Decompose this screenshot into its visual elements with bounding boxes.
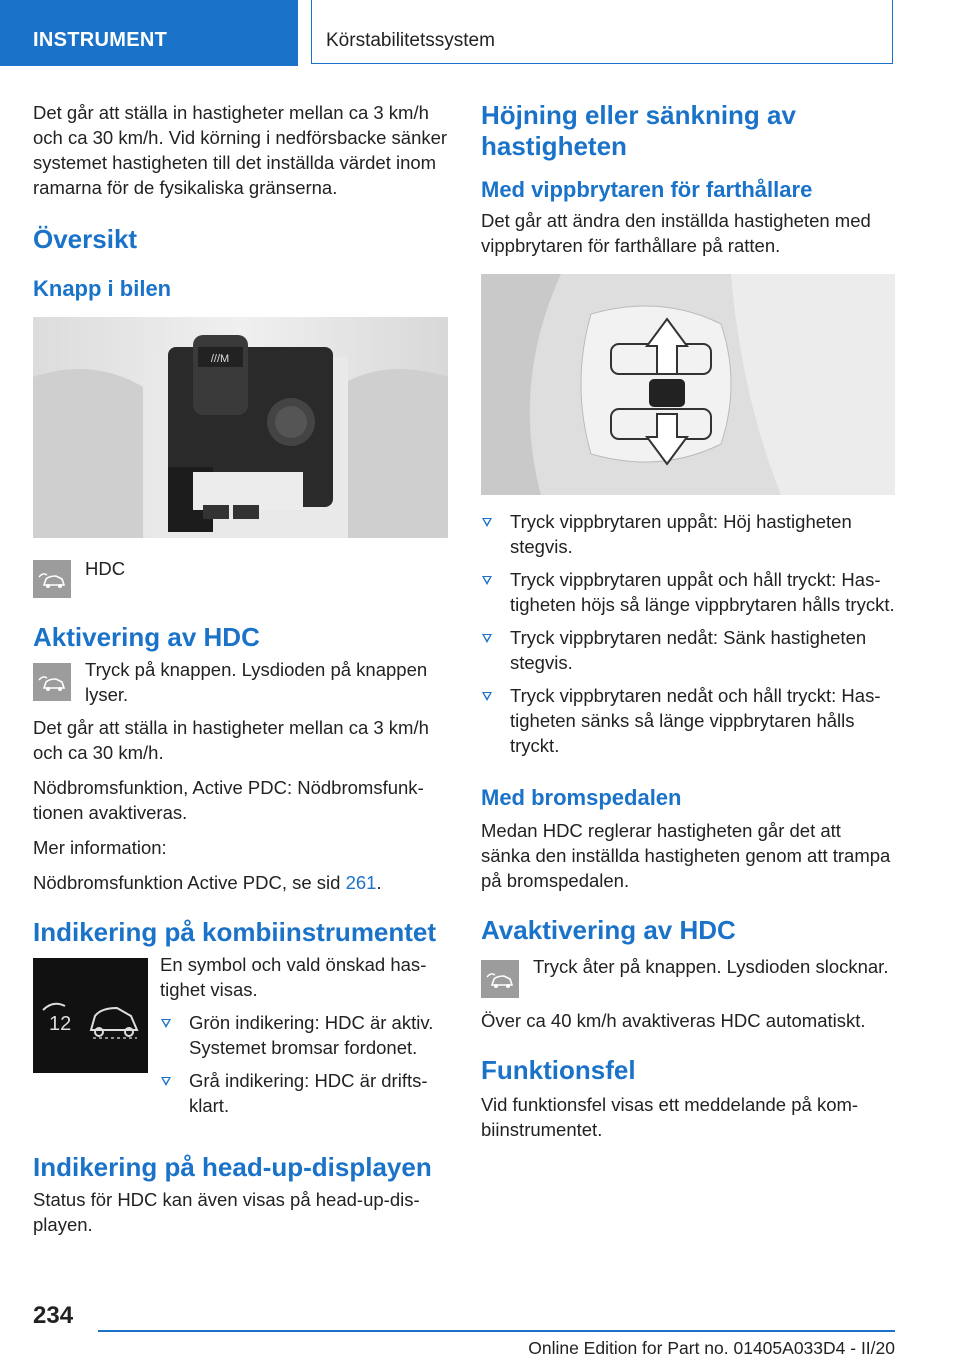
cluster-hdc-display bbox=[33, 958, 148, 1073]
kombi-bullets bbox=[160, 1010, 448, 1118]
heading-aktivering: Aktivering av HDC bbox=[33, 622, 260, 652]
footer-divider bbox=[98, 1330, 895, 1332]
hdc-caption: HDC bbox=[85, 558, 126, 579]
avakt-row bbox=[481, 954, 895, 998]
hdc-caption-row bbox=[33, 560, 448, 598]
kombi-text-block bbox=[160, 952, 448, 1126]
list-item: Tryck vippbrytaren uppåt: Höj hastigheten stegvis. bbox=[481, 509, 895, 559]
page-number: 234 bbox=[33, 1302, 74, 1329]
hdc-icon bbox=[33, 663, 71, 701]
triangle-bullet-icon bbox=[482, 576, 492, 585]
heading-head-up: Indikering på head-up-displayen bbox=[33, 1152, 432, 1182]
steering-wheel-photo bbox=[481, 274, 895, 495]
avakt-paragraph: Över ca 40 km/h avaktiveras HDC automatiskt. bbox=[481, 1010, 866, 1031]
heading-knapp-i-bilen: Knapp i bilen bbox=[33, 276, 172, 301]
svg-text:///M: ///M bbox=[210, 353, 230, 365]
kombi-block bbox=[33, 952, 448, 1126]
list-item: Grå indikering: HDC är driftsklart. bbox=[160, 1068, 448, 1118]
list-item: Grön indikering: HDC är aktiv. Systemet bromsar fordonet. bbox=[160, 1010, 448, 1060]
triangle-bullet-icon bbox=[482, 692, 492, 701]
heading-hojning: Höjning eller sänkning av hastigheten bbox=[481, 100, 796, 161]
broms-text: Medan HDC reglerar hastigheten går det att sänka den inställda hastigheten genom att trampa på bromspedalen. bbox=[481, 820, 891, 891]
heading-bromspedal: Med bromspedalen bbox=[481, 785, 682, 810]
section-tab bbox=[0, 0, 298, 66]
vipp-text: Det går att ändra den inställda hastigheten med vippbrytaren för farthållare på ratten. bbox=[481, 210, 871, 256]
hdc-icon bbox=[481, 960, 519, 998]
triangle-bullet-icon bbox=[161, 1077, 171, 1086]
mer-info-label: Mer information: bbox=[33, 837, 167, 858]
heading-vippbrytare: Med vippbrytaren för farthållare bbox=[481, 177, 813, 202]
fel-text: Vid funktionsfel visas ett meddelande på kombiinstrumentet. bbox=[481, 1094, 859, 1140]
triangle-bullet-icon bbox=[161, 1019, 171, 1028]
chapter-title: Körstabilitetssystem bbox=[326, 30, 495, 51]
hastighet-paragraph: Det går att ställa in hastigheter mellan ca 3 km/h och ca 30 km/h. bbox=[33, 717, 429, 763]
hud-text: Status för HDC kan även visas på head-up-displayen. bbox=[33, 1189, 420, 1235]
nodbroms-paragraph: Nödbromsfunktion, Active PDC: Nödbromsfunktionen avaktiveras. bbox=[33, 777, 424, 823]
section-label: INSTRUMENT bbox=[33, 29, 168, 51]
heading-oversikt: Översikt bbox=[33, 224, 138, 254]
cluster-speed: 12 bbox=[49, 1013, 72, 1035]
edition-footer: Online Edition for Part no. 01405A033D4 - II/20 bbox=[528, 1338, 895, 1358]
left-column bbox=[33, 100, 448, 1247]
list-item: Tryck vippbrytaren uppåt och håll tryckt: Hastigheten höjs så länge vippbrytaren hålls tryckt. bbox=[481, 567, 895, 617]
gear-selector-photo bbox=[33, 317, 448, 538]
intro-paragraph: Det går att ställa in hastigheter mellan ca 3 km/h och ca 30 km/h. Vid körning i nedförsbacke sänker systemet hastigheten till det inställda värdet inom ramarna för de fysikaliska gränserna. bbox=[33, 102, 448, 198]
kombi-text: En symbol och vald önskad hastighet visas. bbox=[160, 954, 427, 1000]
list-item: Tryck vippbrytaren nedåt och håll tryckt: Hastigheten sänks så länge vippbrytaren hålls tryckt. bbox=[481, 683, 895, 758]
avakt-text: Tryck åter på knappen. Lysdioden slocknar. bbox=[533, 956, 889, 977]
list-item: Tryck vippbrytaren nedåt: Sänk hastigheten stegvis. bbox=[481, 625, 895, 675]
right-column bbox=[481, 100, 895, 1152]
page-link[interactable]: 261 bbox=[345, 872, 377, 893]
aktivering-text: Tryck på knappen. Lysdioden på knappen lyser. bbox=[85, 659, 428, 705]
chapter-header bbox=[311, 0, 893, 64]
heading-kombiinstrument: Indikering på kombiinstrumentet bbox=[33, 917, 437, 947]
heading-avaktivering: Avaktivering av HDC bbox=[481, 915, 736, 945]
heading-funktionsfel: Funktionsfel bbox=[481, 1055, 636, 1085]
triangle-bullet-icon bbox=[482, 634, 492, 643]
reference-paragraph: Nödbromsfunktion Active PDC, se sid 261. bbox=[33, 872, 382, 893]
aktivering-row bbox=[33, 657, 448, 707]
vipp-bullets bbox=[481, 509, 895, 758]
hdc-icon bbox=[33, 560, 71, 598]
triangle-bullet-icon bbox=[482, 518, 492, 527]
